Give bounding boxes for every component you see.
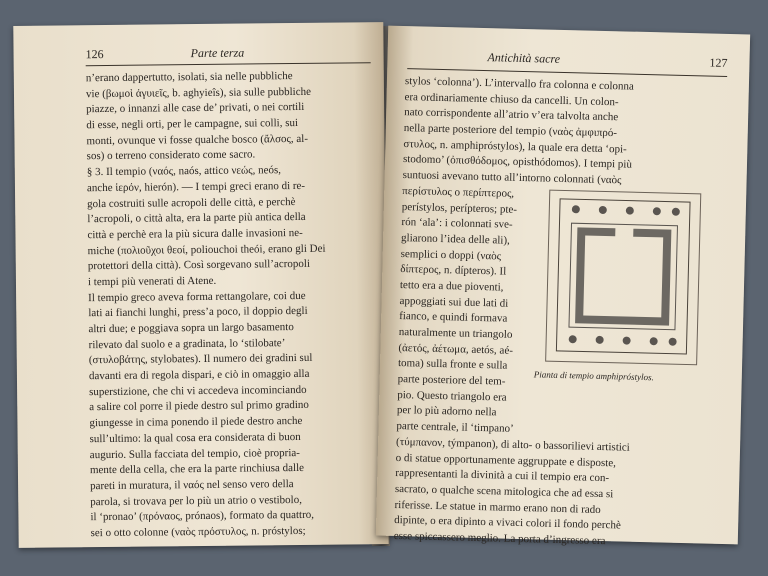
text-line: parte centrale, il ‘timpano’ xyxy=(396,420,514,435)
text-line: giungesse in cima ponendo il piede destro anche xyxy=(89,415,303,430)
text-line: l’acropoli, o città alta, era la parte più antica della xyxy=(87,211,306,226)
text-line: pareti in muratura, il ναός nel senso vero della xyxy=(90,477,294,493)
text-line: δίπτερος, n. dípteros). Il xyxy=(400,263,507,278)
text-line: suntuosi avevano tutto all’intorno colonnati (ναὸς xyxy=(402,169,622,187)
text-line: sacrato, o qualche scena mitologica che ad essa si xyxy=(394,482,614,501)
text-line: fianco, e quindi formava xyxy=(399,310,508,325)
text-line: perístylos, perípteros; pte- xyxy=(401,200,518,216)
text-line: naturalmente un triangolo xyxy=(398,326,513,341)
text-line: sos) o terreno considerato come sacro. xyxy=(86,148,256,163)
text-line: città e perchè era la più sicura dalle invasioni ne- xyxy=(87,226,303,242)
text-line: gola costruiti sulle acropoli delle città, e perchè xyxy=(87,195,296,210)
text-line: § 3. Il tempio (ναός, naós, attico νεώς, neós, xyxy=(86,164,282,179)
text-line: (τύμπανον, týmpanon), di alto- o bassorilievi artistici xyxy=(395,435,630,454)
text-line: mente della cella, che era la parte rinchiusa dalle xyxy=(89,462,305,477)
text-line: anche ἱερόν, hierón). — I tempi greci erano di re- xyxy=(86,179,306,195)
text-line: miche (πολιοῦχοι θεοί, poliouchoi theói, erano gli Dei xyxy=(87,242,326,257)
text-line: il ‘pronao’ (πρόναος, prónaos), formato da quattro, xyxy=(90,509,315,524)
temple-plan-diagram xyxy=(554,197,692,356)
text-line: gliarono l’idea delle ali), xyxy=(400,231,510,247)
text-line: era ordinariamente chiuso da cancelli. Un colon- xyxy=(404,90,619,108)
left-running-head: Parte terza xyxy=(190,45,245,61)
text-line: nella parte posteriore del tempio (ναὸς ἀμφιπρό- xyxy=(403,122,618,140)
text-line: nato corrispondente all’atrio v’era talvolta anche xyxy=(404,106,619,124)
left-page-text xyxy=(86,68,381,542)
text-line: pio. Questo triangolo era xyxy=(397,388,507,404)
figure-caption: Pianta di tempio amphipróstylos. xyxy=(533,369,654,383)
right-page xyxy=(376,26,750,548)
text-line: rilevato dal suolo e a gradinata, lo ‘stilobate’ xyxy=(88,336,286,351)
text-line: superstizione, che chi vi accedeva incominciando xyxy=(89,383,307,398)
text-line: Il tempio greco aveva forma rettangolare, coi due xyxy=(88,289,306,304)
right-page-number: 127 xyxy=(709,55,728,70)
text-line: stodomo’ (ὀπισθόδομος, opisthódomos). I tempi più xyxy=(402,153,633,172)
text-line: toma) sulla fronte e sulla xyxy=(397,357,508,373)
text-line: στυλος, n. amphipróstylos), la quale era detta ‘opi- xyxy=(403,137,627,156)
text-line: i tempi più venerati di Atene. xyxy=(87,274,217,289)
text-line: rón ‘ala’: i colonnati sve- xyxy=(401,216,513,231)
text-line: dipinte, o era dipinto a vivaci colori il fondo perchè xyxy=(394,514,621,532)
text-line: sull’ultimo: la qual cosa era considerata di buon xyxy=(89,430,301,445)
text-line: lati ai fianchi lunghi, press’a poco, il doppio degli xyxy=(88,305,308,320)
text-line: o di statue opportunamente aggruppate e disposte, xyxy=(395,451,617,469)
left-page xyxy=(13,22,388,548)
right-running-head: Antichità sacre xyxy=(487,50,561,66)
text-line: a salire col porre il piede destro sul primo gradino xyxy=(89,399,309,414)
text-line: riferisse. Le statue in marmo erano non di rado xyxy=(394,498,601,516)
text-line: augurio. Sulla facciata del tempio, cioè propria- xyxy=(89,446,300,461)
left-page-number: 126 xyxy=(85,47,104,62)
text-line: monti, ovunque vi fosse qualche bosco (ἄλσος, al- xyxy=(86,132,309,147)
text-line: sei o otto colonne (ναὸς πρόστυλος, n. próstylos; xyxy=(90,524,306,540)
temple-plan-figure xyxy=(545,190,701,366)
text-line: esse spiccassero meglio. La porta d’ingresso era xyxy=(393,529,606,548)
text-line: di esse, negli orti, per le campagne, sui colli, sui xyxy=(86,117,299,132)
text-line: parola, si trovava per lo più un atrio o vestibolo, xyxy=(90,493,303,508)
text-line: piazze, o innanzi alle case de’ privati, o nei cortili xyxy=(86,101,305,116)
text-line: altri due; e poggiava sopra un largo basamento xyxy=(88,321,294,336)
text-line: stylos ‘colonna’). L’intervallo fra colonna e colonna xyxy=(404,75,635,93)
text-line: n’erano dappertutto, isolati, sia nelle pubbliche xyxy=(85,70,293,85)
text-line: parte posteriore del tem- xyxy=(397,373,506,388)
text-line: περίστυλος o περίπτερος, xyxy=(402,184,515,200)
text-line: (στυλοβάτης, stylobates). Il numero dei gradini sul xyxy=(88,352,313,367)
text-line: protettori della città). Così sorgevano sull’acropoli xyxy=(87,258,311,273)
text-line: rappresentanti la divinità a cui il tempio era con- xyxy=(395,467,610,485)
text-line: appoggiati sui due lati di xyxy=(399,294,509,310)
text-line: (ἀετός, ἀέτωμα, aetós, aé- xyxy=(398,341,514,357)
text-line: davanti era di regola dispari, e ciò in omaggio alla xyxy=(88,367,310,383)
text-line: semplici o doppi (ναὸς xyxy=(400,247,502,263)
text-line: vie (βωμοὶ ἀγυιεῖς, b. aghyieîs), sia sulle pubbliche xyxy=(85,85,311,100)
text-line: tetto era a due pioventi, xyxy=(399,278,504,294)
text-line: per lo più adorno nella xyxy=(396,404,497,419)
open-book xyxy=(6,8,762,564)
